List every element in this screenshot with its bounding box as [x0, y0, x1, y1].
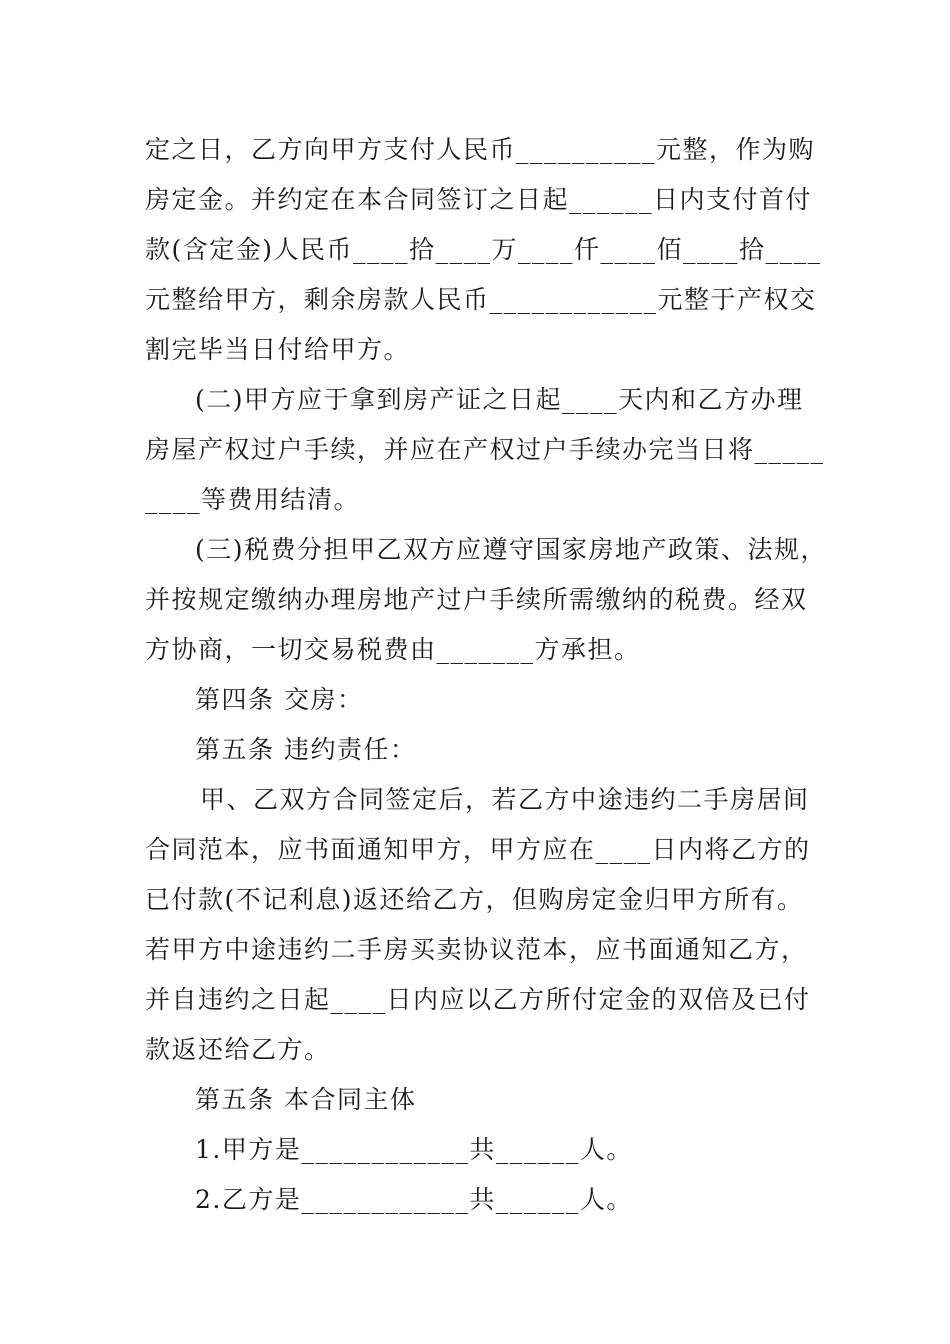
paragraph-line: 合同范本，应书面通知甲方，甲方应在____日内将乙方的 — [145, 835, 811, 864]
party-a-line: 1.甲方是____________共______人。 — [195, 1135, 633, 1164]
article-four-heading: 第四条 交房： — [195, 685, 364, 714]
paragraph-line: 房屋产权过户手续，并应在产权过户手续办完当日将_____ — [145, 435, 825, 464]
paragraph-line: 并自违约之日起____日内应以乙方所付定金的双倍及已付 — [145, 985, 811, 1014]
paragraph-line: 房定金。并约定在本合同签订之日起______日内支付首付 — [145, 185, 813, 214]
paragraph-line: 定之日，乙方向甲方支付人民币__________元整，作为购 — [145, 135, 816, 164]
article-five-subject-heading: 第五条 本合同主体 — [195, 1085, 417, 1114]
paragraph-line: ____等费用结清。 — [145, 485, 361, 514]
article-five-heading: 第五条 违约责任： — [195, 735, 417, 764]
paragraph-line: 割完毕当日付给甲方。 — [145, 335, 411, 364]
paragraph-line: 款(含定金)人民币____拾____万____仟____佰____拾____ — [145, 235, 822, 264]
paragraph-line: 已付款(不记利息)返还给乙方，但购房定金归甲方所有。 — [145, 885, 804, 914]
clause-two-line: (二)甲方应于拿到房产证之日起____天内和乙方办理 — [195, 385, 804, 414]
clause-three-line: (三)税费分担甲乙双方应遵守国家房地产政策、法规， — [195, 535, 828, 564]
paragraph-line: 方协商，一切交易税费由_______方承担。 — [145, 635, 641, 664]
paragraph-line: 款返还给乙方。 — [145, 1035, 331, 1064]
paragraph-line: 并按规定缴纳办理房地产过户手续所需缴纳的税费。经双 — [145, 585, 808, 614]
party-b-line: 2.乙方是____________共______人。 — [195, 1185, 633, 1214]
paragraph-line: 元整给甲方，剩余房款人民币____________元整于产权交 — [145, 285, 817, 314]
breach-paragraph-line: 甲、乙双方合同签定后，若乙方中途违约二手房居间 — [200, 785, 810, 814]
paragraph-line: 若甲方中途违约二手房买卖协议范本，应书面通知乙方， — [145, 935, 808, 964]
